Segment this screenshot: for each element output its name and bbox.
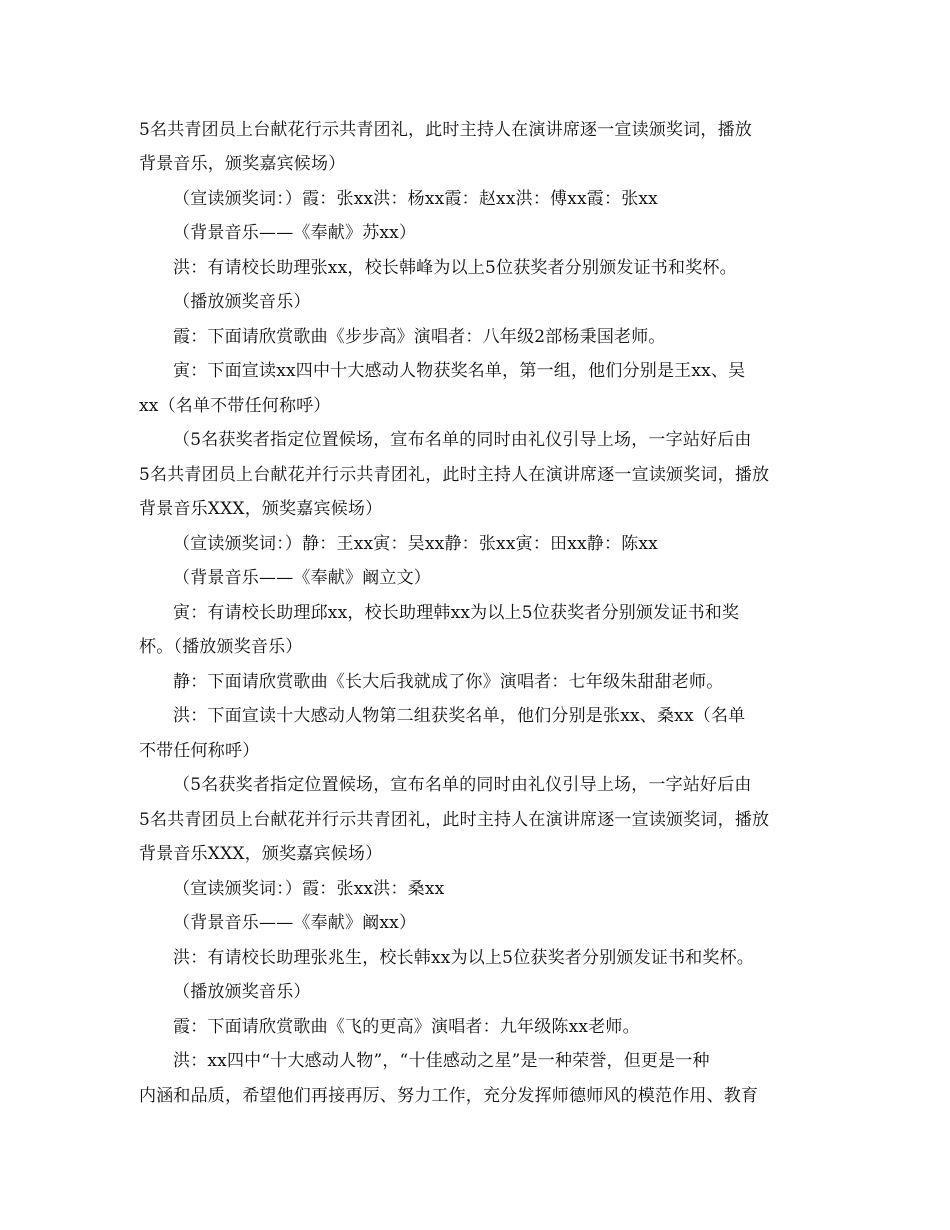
text-line: 杯。（播放颁奖音乐） — [139, 637, 303, 657]
text-line: 背景音乐XXX，颁奖嘉宾候场） — [139, 499, 383, 519]
text-line: （5名获奖者指定位置候场，宣布名单的同时由礼仪引导上场，一字站好后由 — [173, 430, 752, 450]
text-line: （宣读颁奖词：）静：王xx寅：吴xx静：张xx寅：田xx静：陈xx — [173, 534, 658, 554]
text-line: （背景音乐——《奉献》阚立文） — [173, 568, 431, 588]
text-line: xx（名单不带任何称呼） — [139, 396, 331, 416]
text-line: （背景音乐——《奉献》苏xx） — [173, 223, 417, 243]
text-line: 洪：有请校长助理张xx，校长韩峰为以上5位获奖者分别颁发证书和奖杯。 — [173, 258, 737, 278]
text-line: 背景音乐XXX，颁奖嘉宾候场） — [139, 844, 383, 864]
text-line: 寅：下面宣读xx四中十大感动人物获奖名单，第一组，他们分别是王xx、吴 — [173, 361, 746, 381]
text-line: 静：下面请欣赏歌曲《长大后我就成了你》演唱者：七年级朱甜甜老师。 — [173, 672, 724, 692]
text-line: （宣读颁奖词：）霞：张xx洪：杨xx霞：赵xx洪：傅xx霞：张xx — [173, 189, 658, 209]
text-line: 洪：下面宣读十大感动人物第二组获奖名单，他们分别是张xx、桑xx（名单 — [173, 706, 746, 726]
text-line: （播放颁奖音乐） — [173, 982, 311, 1002]
text-line: 内涵和品质，希望他们再接再厉、努力工作，充分发挥师德师风的模范作用、教育 — [139, 1086, 759, 1106]
text-line: 洪：有请校长助理张兆生，校长韩xx为以上5位获奖者分别颁发证书和奖杯。 — [173, 948, 754, 968]
text-line: 背景音乐，颁奖嘉宾候场） — [139, 154, 346, 174]
text-line: （5名获奖者指定位置候场，宣布名单的同时由礼仪引导上场，一字站好后由 — [173, 775, 752, 795]
text-line: 5名共青团员上台献花并行示共青团礼，此时主持人在演讲席逐一宣读颁奖词，播放 — [139, 810, 770, 830]
text-line: 洪：xx四中“十大感动人物”，“十佳感动之星”是一种荣誉，但更是一种 — [173, 1051, 710, 1071]
text-line: 霞：下面请欣赏歌曲《步步高》演唱者：八年级2部杨秉国老师。 — [173, 327, 666, 347]
text-line: （播放颁奖音乐） — [173, 292, 311, 312]
text-line: 5名共青团员上台献花行示共青团礼，此时主持人在演讲席逐一宣读颁奖词，播放 — [139, 120, 753, 140]
text-line: 寅：有请校长助理邱xx，校长助理韩xx为以上5位获奖者分别颁发证书和奖 — [173, 603, 740, 623]
text-line: （宣读颁奖词：）霞：张xx洪：桑xx — [173, 879, 445, 899]
text-line: 不带任何称呼） — [139, 741, 260, 761]
text-line: 5名共青团员上台献花并行示共青团礼，此时主持人在演讲席逐一宣读颁奖词，播放 — [139, 465, 770, 485]
text-line: 霞：下面请欣赏歌曲《飞的更高》演唱者：九年级陈xx老师。 — [173, 1017, 640, 1037]
text-line: （背景音乐——《奉献》阚xx） — [173, 913, 417, 933]
